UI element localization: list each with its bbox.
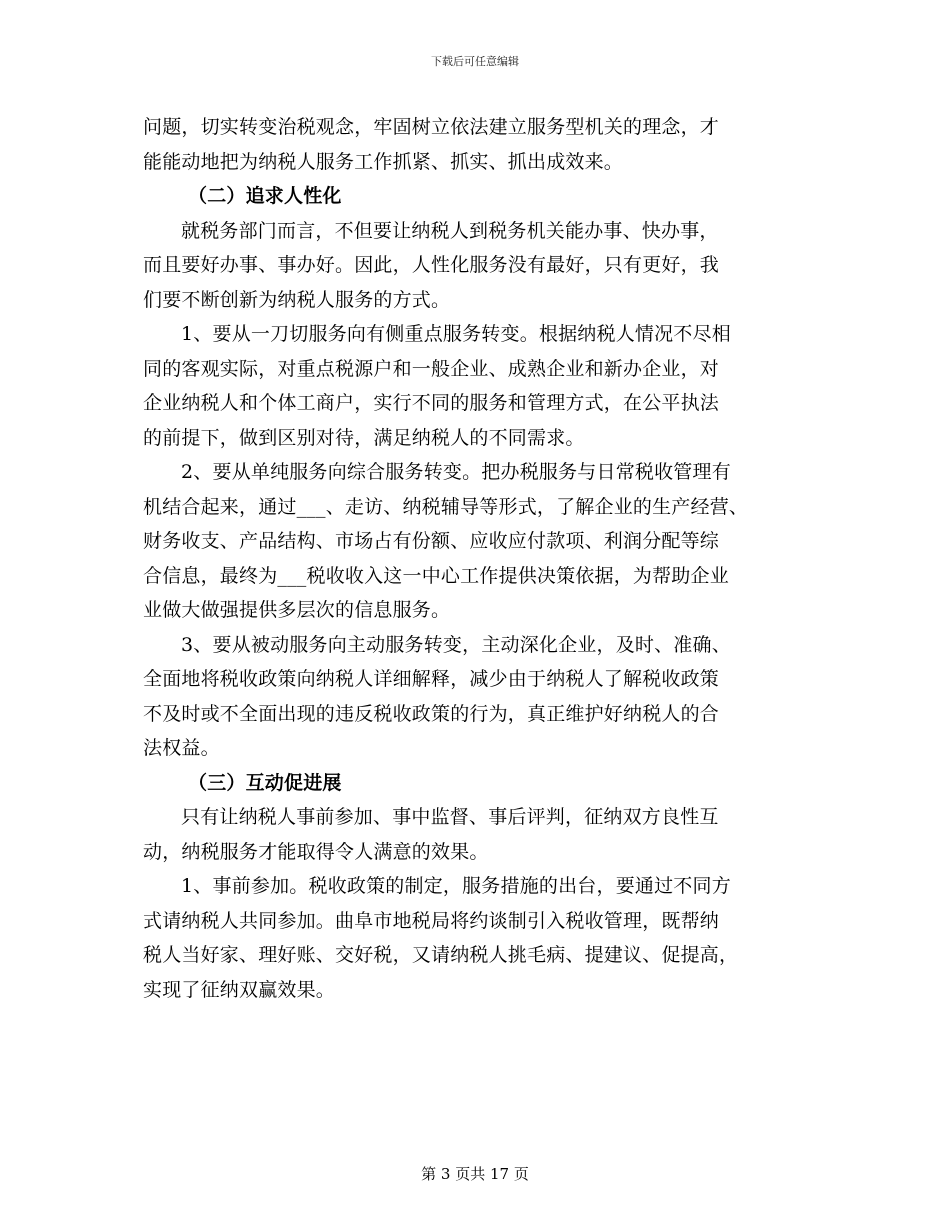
- text-line: 2、要从单纯服务向综合服务转变。把办税服务与日常税收管理有: [181, 461, 731, 483]
- text-line: 1、要从一刀切服务向有侧重点服务转变。根据纳税人情况不尽相: [181, 323, 731, 345]
- text-line: 能能动地把为纳税人服务工作抓紧、抓实、抓出成效来。: [143, 150, 624, 173]
- page-footer: 第 3 页共 17 页: [421, 1165, 529, 1183]
- text-line: 合信息，最终为___税收收入这一中心工作提供决策依据，为帮助企业: [143, 564, 729, 587]
- text-line: 的前提下，做到区别对待，满足纳税人的不同需求。: [143, 426, 585, 449]
- text-line: 式请纳税人共同参加。曲阜市地税局将约谈制引入税收管理，既帮纳: [143, 909, 720, 932]
- text-line: 而且要好办事、事办好。因此，人性化服务没有最好，只有更好，我: [143, 254, 720, 276]
- section-heading: （二）追求人性化: [188, 185, 342, 207]
- text-line: 税人当好家、理好账、交好税，又请纳税人挑毛病、提建议、促提高，: [143, 944, 739, 966]
- text-line: 1、事前参加。税收政策的制定，服务措施的出台，要通过不同方: [181, 875, 731, 897]
- text-line: 同的客观实际，对重点税源户和一般企业、成熟企业和新办企业，对: [143, 357, 720, 380]
- text-line: 就税务部门而言，不但要让纳税人到税务机关能办事、快办事，: [181, 219, 719, 242]
- text-line: 不及时或不全面出现的违反税收政策的行为，真正维护好纳税人的合: [143, 702, 720, 725]
- text-line: 实现了征纳双赢效果。: [143, 978, 336, 1001]
- text-line: 财务收支、产品结构、市场占有份额、应收应付款项、利润分配等综: [143, 530, 720, 552]
- text-line: 业做大做强提供多层次的信息服务。: [143, 599, 451, 621]
- text-line: 动，纳税服务才能取得令人满意的效果。: [143, 840, 489, 863]
- text-line: 3、要从被动服务向主动服务转变，主动深化企业，及时、准确、: [181, 633, 731, 656]
- text-line: 企业纳税人和个体工商户，实行不同的服务和管理方式，在公平执法: [143, 392, 720, 414]
- section-heading: （三）互动促进展: [188, 771, 342, 794]
- text-line: 问题，切实转变治税观念，牢固树立依法建立服务型机关的理念，才: [143, 116, 720, 138]
- document-body: [143, 110, 813, 1007]
- text-line: 机结合起来，通过___、走访、纳税辅导等形式，了解企业的生产经营、: [143, 495, 749, 518]
- text-line: 全面地将税收政策向纳税人详细解释，减少由于纳税人了解税收政策: [143, 668, 720, 690]
- text-line: 法权益。: [143, 737, 220, 759]
- text-line: 只有让纳税人事前参加、事中监督、事后评判，征纳双方良性互: [181, 806, 719, 828]
- page-header: 下载后可任意编辑: [431, 55, 519, 68]
- text-line: 们要不断创新为纳税人服务的方式。: [143, 288, 451, 311]
